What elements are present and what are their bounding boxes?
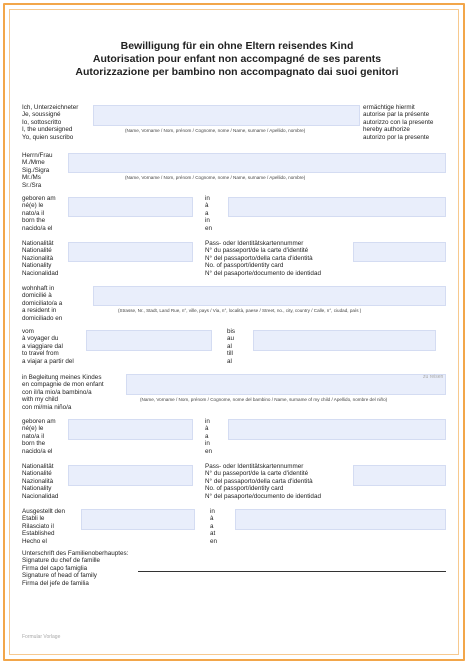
accompany-labels: in Begleitung meines Kindes en compagnie de mon enfant con il/la mio/a bambino/a with my child con mi/mia niño/a	[22, 374, 104, 411]
mister-hint: (Name, Vorname / Nom, prénom / Cognome, nome / Name, surname / Apellido, nombre)	[125, 175, 306, 180]
issued-labels: Ausgestellt den Etabli le Rilasciato il Established Hecho el	[22, 508, 66, 545]
travel-to-field[interactable]	[253, 330, 436, 351]
passport2-labels: Pass- oder Identitätskartennummer N° du passeport/de la carte d'identité N° del passaporto/della carta d'identità No. of passport/identity card N° del pasaporte/documento de identidad	[205, 463, 321, 500]
undersigned-hint: (Name, Vorname / Nom, prénom / Cognome, nome / Name, surname / Apellido, nombre)	[125, 128, 306, 133]
undersigned-name-field[interactable]	[93, 105, 360, 126]
passport2-field[interactable]	[353, 465, 446, 486]
nationality2-labels: Nationalität Nationalité Nazionalità Nationality Nacionalidad	[22, 463, 59, 500]
nationality1-field[interactable]	[68, 242, 193, 262]
residence-labels: wohnhaft in domicilié à domiciliato/a a a resident in domiciliado en	[22, 285, 63, 322]
title-de: Bewilligung für ein ohne Eltern reisendes Kind	[120, 40, 354, 52]
signature-line[interactable]	[138, 571, 446, 572]
nationality1-labels: Nationalität Nationalité Nazionalità Nationality Nacionalidad	[22, 240, 59, 277]
accompany-hint: (Name, Vorname / Nom, prénom / Cognome, nome del bambino / Name, surname of my child / Apellido, nombre del niño)	[140, 397, 388, 402]
issued-place-field[interactable]	[235, 509, 446, 530]
signature-labels: Unterschrift des Familienoberhauptes: Signature du chef de famille Firma del capo famiglia Signature of head of family Firma del jefe de familia	[22, 550, 129, 587]
accompany-faint-text: zu reisen	[423, 374, 444, 380]
residence-hint: (Strasse, Nr., Stadt, Land Rue, n°, ville, pays / Via, n°, località, paese / Street, no., city, country / Calle, n°, ciudad, país )	[118, 308, 362, 313]
footer-watermark: Formular Vorlage	[22, 634, 61, 640]
travel-from-field[interactable]	[86, 330, 212, 351]
authorize-labels: ermächtige hiermit autorise par la présente autorizzo con la presente hereby authorize autorizo por la presente	[363, 104, 434, 141]
issued-date-field[interactable]	[81, 509, 195, 530]
nationality2-field[interactable]	[68, 465, 193, 486]
issued-in-labels: in à a at en	[210, 508, 218, 545]
title-fr: Autorisation pour enfant non accompagné de ses parents	[92, 53, 382, 65]
mister-name-field[interactable]	[68, 153, 446, 173]
residence-field[interactable]	[93, 286, 446, 306]
mister-labels: Herrn/Frau M./Mme Sig./Sigra Mr./Ms Sr./Sra	[22, 152, 53, 189]
title-it: Autorizzazione per bambino non accompagnato dai suoi genitori	[75, 66, 399, 78]
passport1-labels: Pass- oder Identitätskartennummer N° du passeport/de la carte d'identité N° del passaporto/della carta d'identità No. of passport/identity card N° del pasaporte/documento de identidad	[205, 240, 321, 277]
undersigned-labels: Ich, Unterzeichneter Je, soussigné Io, sottoscritto I, the undersigned Yo, quien suscribo	[22, 104, 79, 141]
travel-to-labels: bis au al till al	[227, 328, 236, 365]
travel-labels: vom à voyager du a viaggiare dal to travel from a viajar a partir del	[22, 328, 74, 365]
child-name-field[interactable]	[126, 374, 446, 395]
birth2-place-field[interactable]	[228, 419, 446, 440]
birth2-in-labels: in à a in en	[205, 418, 213, 455]
birth1-date-field[interactable]	[68, 197, 193, 217]
passport1-field[interactable]	[353, 242, 446, 262]
birth1-in-labels: in à a in en	[205, 195, 213, 232]
birth1-place-field[interactable]	[228, 197, 446, 217]
birth2-labels: geboren am né(e) le nato/a il born the nacido/a el	[22, 418, 56, 455]
birth1-labels: geboren am né(e) le nato/a il born the nacido/a el	[22, 195, 56, 232]
birth2-date-field[interactable]	[68, 419, 193, 440]
